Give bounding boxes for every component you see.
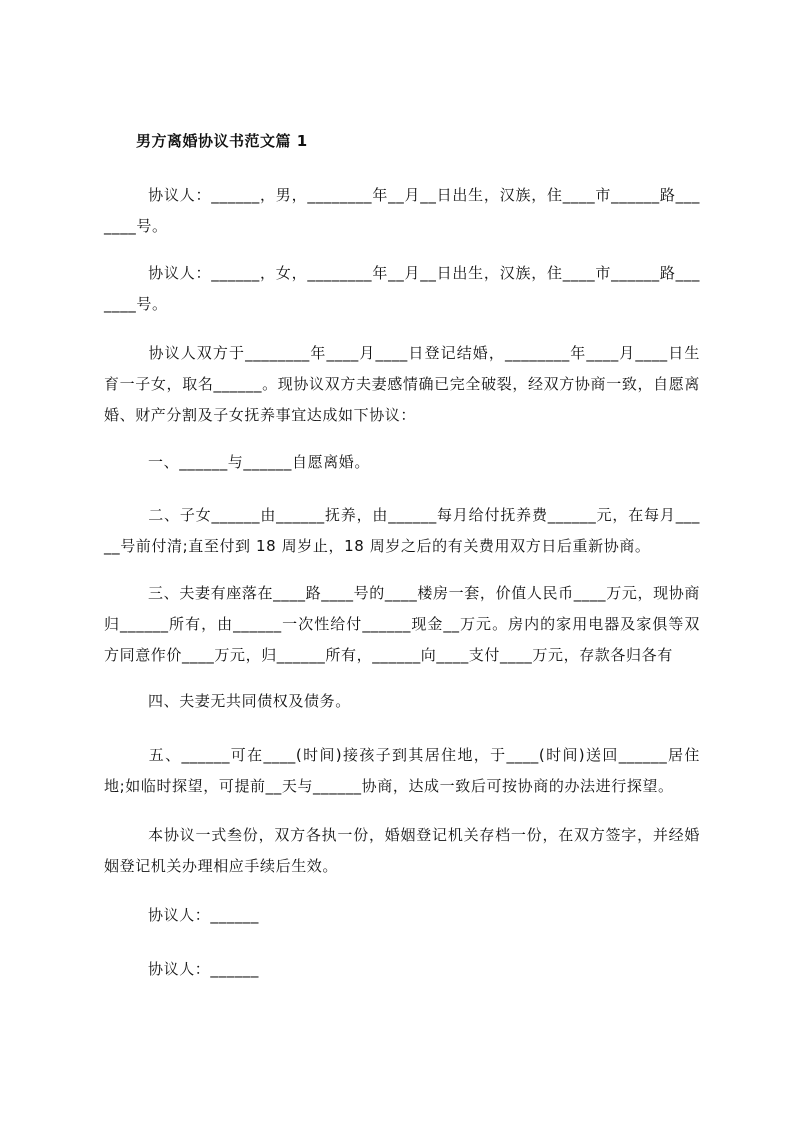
paragraph-text: 协议人双方于________年____月____日登记结婚，________年____月____日生育一子女，取名______。现协议双方夫妻感情确已完全破裂，经双方协商一致，自愿离婚、财产分割及子女抚养事宜达成如下协议： <box>104 344 700 424</box>
paragraph-text: 协议人：______，女，________年__月__日出生，汉族，住____市______路_______号。 <box>104 264 700 313</box>
document-title: 男方离婚协议书范文篇 1 <box>136 132 308 150</box>
paragraph-text: 五、______可在____(时间)接孩子到其居住地，于____(时间)送回______居住地;如临时探望，可提前__天与______协商，达成一致后可按协商的办法进行探望。 <box>104 746 700 795</box>
paragraph-clause-4 <box>104 686 700 717</box>
paragraph-text: 三、夫妻有座落在____路____号的____楼房一套，价值人民币____万元，现协商归______所有，由______一次性给付______现金__万元。房内的家用电器及家俱等双方同意作价____万元，归______所有，______向____支付____万元，存款各归各有 <box>104 584 700 664</box>
paragraph-text: 本协议一式叁份，双方各执一份，婚姻登记机关存档一份，在双方签字，并经婚姻登记机关办理相应手续后生效。 <box>104 826 700 875</box>
paragraph-text: 四、夫妻无共同债权及债务。 <box>148 692 351 710</box>
paragraph-party-male <box>104 180 700 242</box>
paragraph-text: 协议人：______，男，________年__月__日出生，汉族，住____市______路_______号。 <box>104 186 700 235</box>
paragraph-clause-3 <box>104 578 700 671</box>
signature-line-1: 协议人：______ <box>148 906 260 924</box>
paragraph-effectiveness <box>104 820 700 882</box>
signature-line-2: 协议人：______ <box>148 960 260 978</box>
paragraph-text: 一、______与______自愿离婚。 <box>148 453 371 471</box>
paragraph-party-female <box>104 258 700 320</box>
paragraph-clause-5 <box>104 740 700 802</box>
paragraph-text: 二、子女______由______抚养，由______每月给付抚养费______元，在每月_____号前付清;直至付到 18 周岁止，18 周岁之后的有关费用双方日后重新协商。 <box>104 506 700 555</box>
paragraph-clause-1 <box>104 447 700 478</box>
paragraph-clause-2 <box>104 500 700 562</box>
paragraph-preamble <box>104 338 700 431</box>
